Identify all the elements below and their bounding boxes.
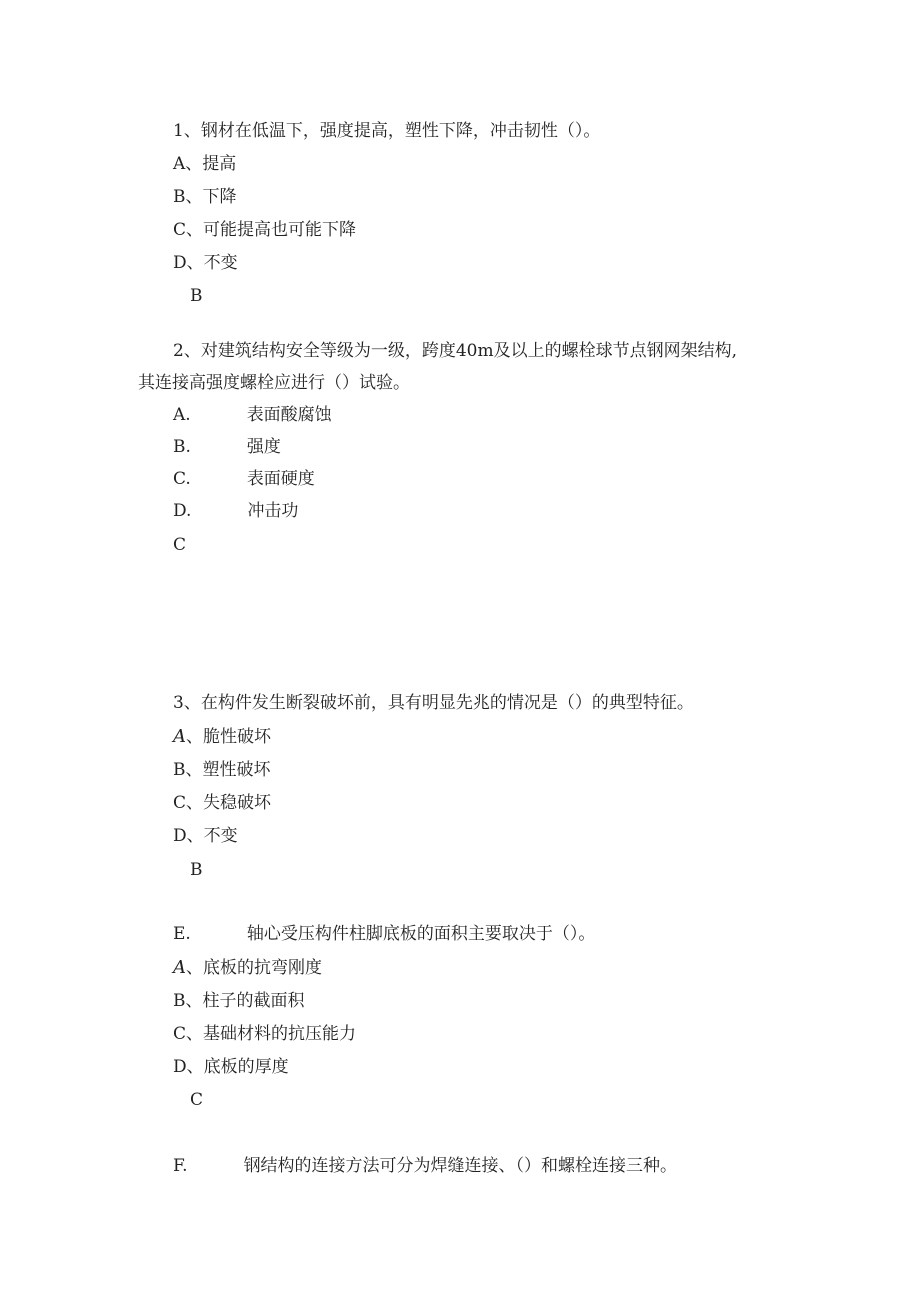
- question-e-option-b: B、柱子的截面积: [173, 991, 305, 1011]
- question-e-option-a: [173, 957, 322, 979]
- question-3-stem: 3、在构件发生断裂破坏前，具有明显先兆的情况是（）的典型特征。: [173, 693, 694, 713]
- question-text: 轴心受压构件柱脚底板的面积主要取决于（）。: [246, 924, 596, 944]
- question-3-option-b: B、塑性破坏: [173, 760, 271, 780]
- option-label: D.: [173, 501, 192, 521]
- option-text: 表面硬度: [246, 469, 315, 489]
- option-text: 表面酸腐蚀: [246, 405, 332, 425]
- question-3-option-a: [173, 726, 271, 748]
- question-2-stem-line2: 其连接高强度螺栓应进行（）试验。: [138, 373, 410, 393]
- question-2-stem-line1: 2、对建筑结构安全等级为一级，跨度40m及以上的螺栓球节点钢网架结构,: [173, 341, 737, 361]
- question-3-option-c: C、失稳破坏: [173, 793, 272, 813]
- question-1-option-d: D、不变: [173, 253, 238, 273]
- option-label: A.: [173, 405, 191, 425]
- question-3-answer: B: [190, 860, 203, 880]
- question-1-option-b: B、下降: [173, 187, 237, 207]
- question-e-option-c: C、基础材料的抗压能力: [173, 1024, 357, 1044]
- question-label: F.: [173, 1156, 188, 1176]
- question-1-option-c: C、可能提高也可能下降: [173, 220, 357, 240]
- question-1-option-a: A、提高: [173, 154, 237, 174]
- question-2-option-a: [173, 404, 332, 426]
- question-2-answer: C: [173, 535, 187, 555]
- question-label: E.: [173, 924, 191, 944]
- question-3-option-d: D、不变: [173, 826, 238, 846]
- question-2-option-c: [173, 468, 315, 490]
- option-text: 、底板的抗弯刚度: [186, 958, 322, 978]
- option-text: 、脆性破坏: [186, 727, 271, 747]
- option-label: A: [173, 957, 186, 978]
- question-1-stem: 1、钢材在低温下，强度提高，塑性下降，冲击韧性（）。: [173, 121, 601, 141]
- option-text: 强度: [246, 437, 281, 457]
- option-text: 冲击功: [247, 501, 299, 521]
- question-e-option-d: D、底板的厚度: [173, 1057, 289, 1077]
- question-2-option-b: [173, 436, 281, 458]
- option-label: C.: [173, 469, 191, 489]
- question-f-stem: [173, 1155, 677, 1177]
- option-label: A: [173, 726, 186, 747]
- question-1-answer: B: [190, 286, 203, 306]
- question-e-answer: C: [190, 1090, 204, 1110]
- question-text: 钢结构的连接方法可分为焊缝连接、（）和螺栓连接三种。: [243, 1156, 678, 1176]
- option-label: B.: [173, 437, 191, 457]
- question-e-stem: [173, 923, 595, 945]
- question-2-option-d: [173, 500, 298, 522]
